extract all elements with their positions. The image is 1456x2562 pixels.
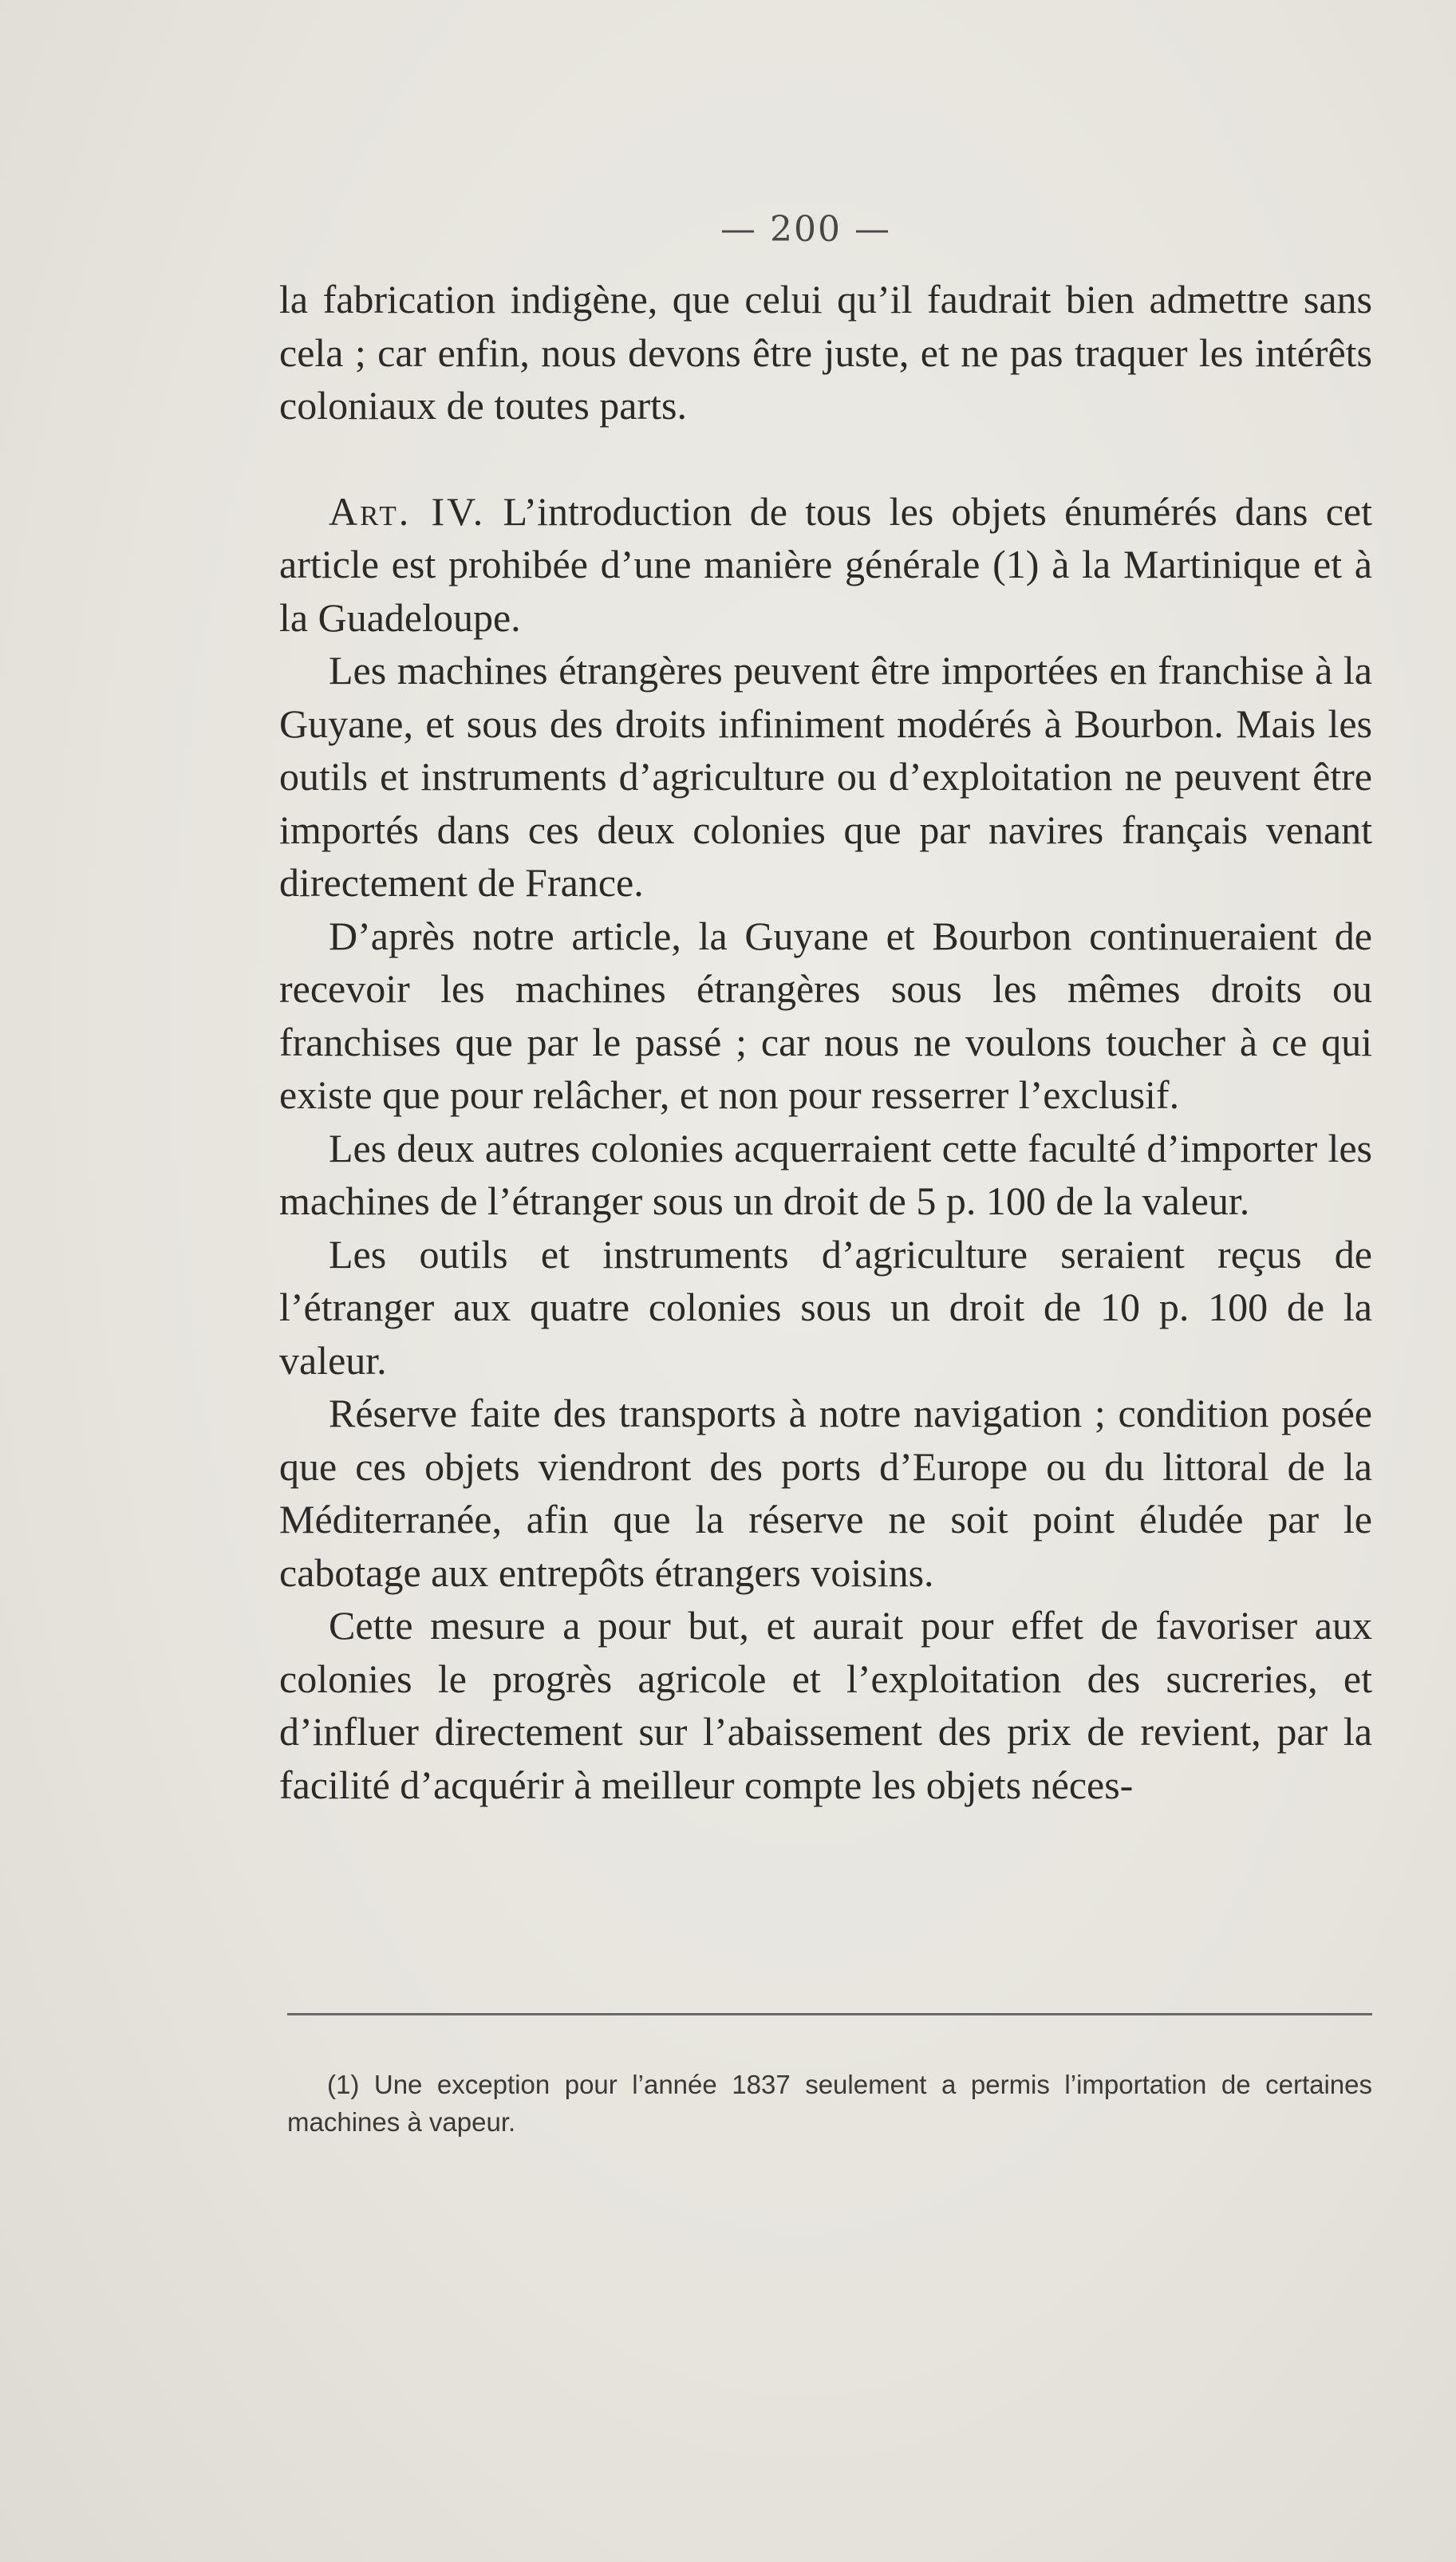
body-text xyxy=(279,273,1372,1811)
paragraph: D’après notre article, la Guyane et Bourbon continueraient de recevoir les machines étrangères sous les mêmes droits ou franchises que par le passé ; car nous ne voulons toucher à ce qui existe que pour relâcher, et non pour resserrer l’exclusif. xyxy=(279,913,1372,1117)
paragraph: Les machines étrangères peuvent être importées en franchise à la Guyane, et sous des droits infiniment modérés à Bourbon. Mais les outils et instruments d’agriculture ou d’exploitation ne peuvent être importés dans ces deux colonies que par navires français venant directement de France. xyxy=(279,648,1372,905)
paragraph-continuation: la fabrication indigène, que celui qu’il faudrait bien admettre sans cela ; car enfin, nous devons être juste, et ne pas traquer les intérêts coloniaux de toutes parts. xyxy=(279,277,1372,428)
footnote-text: (1) Une exception pour l’année 1837 seulement a permis l’importation de certaines machines à vapeur. xyxy=(287,2070,1372,2137)
footnote-divider xyxy=(287,2013,1372,2015)
paragraph: Les outils et instruments d’agriculture seraient reçus de l’étranger aux quatre colonies sous un droit de 10 p. 100 de la valeur. xyxy=(279,1231,1372,1383)
footnote xyxy=(287,2066,1372,2141)
paragraph: Les deux autres colonies acquerraient cette faculté d’importer les machines de l’étranger sous un droit de 5 p. 100 de la valeur. xyxy=(279,1125,1372,1223)
paragraph: Cette mesure a pour but, et aurait pour effet de favoriser aux colonies le progrès agricole et l’exploitation des sucreries, et d’influer directement sur l’abaissement des prix de revient, par la facilité d’acquérir à meilleur compte les objets néces- xyxy=(279,1603,1372,1807)
page-number: — 200 — xyxy=(720,209,891,250)
article-label: Art. IV. xyxy=(329,488,486,534)
paragraph: Réserve faite des transports à notre navigation ; condition posée que ces objets viendront des ports d’Europe ou du littoral de la Méditerranée, afin que la réserve ne soit point éludée par le cabotage aux entrepôts étrangers voisins. xyxy=(279,1391,1372,1595)
article-text: L’introduction de tous les objets énumérés dans cet article est prohibée d’une manière générale (1) à la Martinique et à la Guadeloupe. xyxy=(279,488,1373,640)
paragraph-article-iv xyxy=(279,485,1372,645)
